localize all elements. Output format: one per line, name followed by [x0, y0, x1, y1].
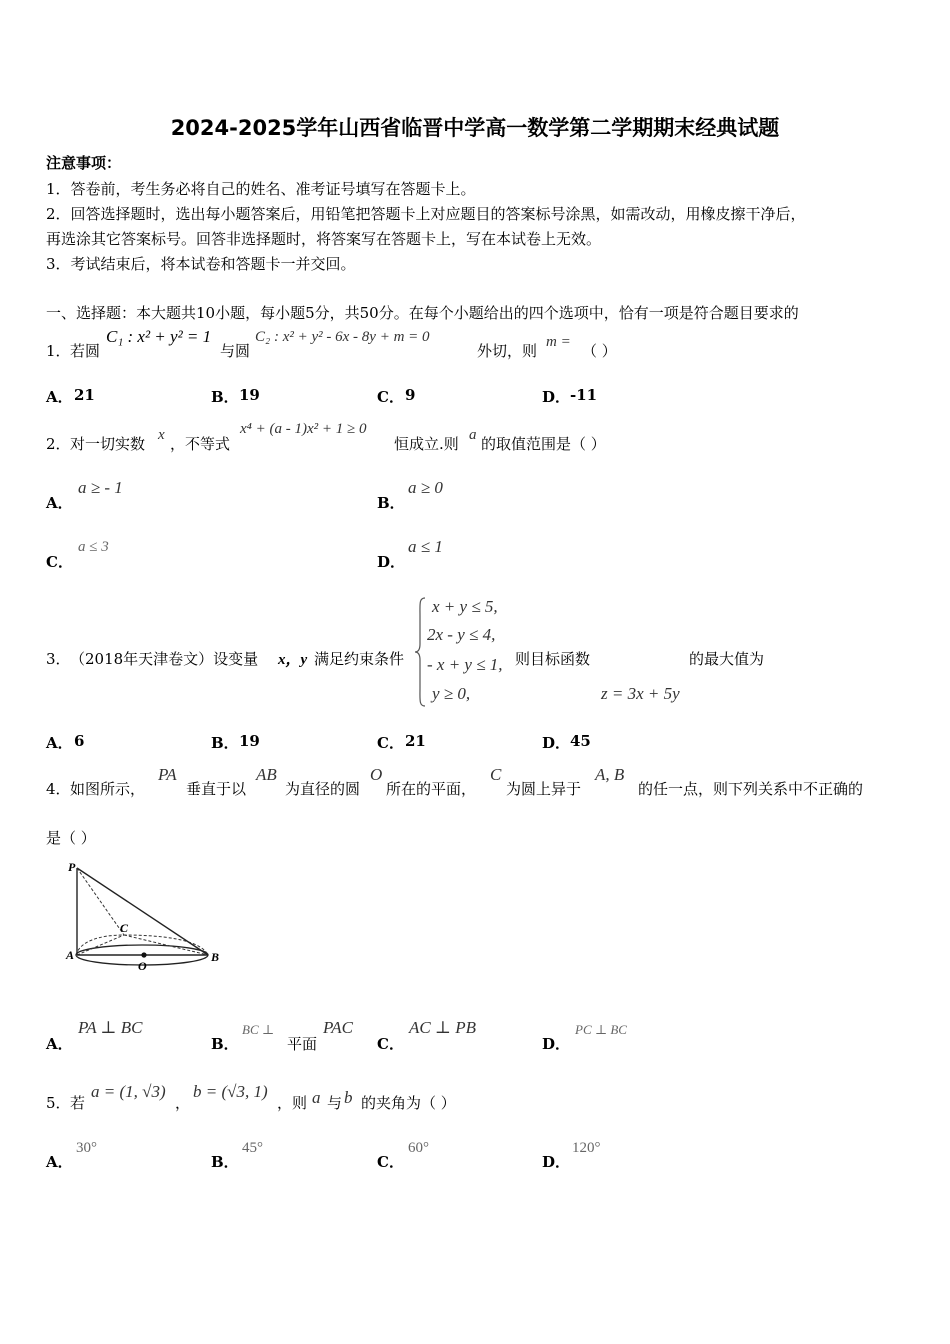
label-o: O: [138, 959, 147, 973]
q2-math-a: a: [469, 427, 477, 443]
q3-option-d[interactable]: 45: [570, 732, 591, 750]
q3-option-b[interactable]: 19: [239, 732, 260, 750]
q5-math-a-ref: a: [312, 1088, 321, 1107]
q2-option-a[interactable]: a ≥ - 1: [78, 478, 123, 497]
q4-option-b-plane: 平面: [287, 1035, 318, 1053]
q4-option-b[interactable]: BC ⊥: [242, 1022, 275, 1037]
q4-text-6: 的任一点，则下列关系中不正确的: [638, 780, 864, 798]
q2-option-b-label: B．: [377, 494, 405, 512]
note-item: 1．答卷前，考生务必将自己的姓名、准考证号填写在答题卡上。: [46, 180, 476, 198]
q1-text-2: 与圆: [220, 342, 251, 360]
q2-option-c-label: C．: [46, 553, 73, 571]
q4-option-a[interactable]: PA ⊥ BC: [78, 1018, 143, 1037]
q3-option-c-label: C．: [377, 734, 404, 752]
q1-math-circle-1: C₁ : x² + y² = 1: [106, 327, 212, 346]
q4-math-c: C: [490, 765, 502, 784]
q4-math-a-b: A, B: [595, 765, 625, 784]
section-heading: 一、选择题：本大题共10小题，每小题5分，共50分。在每个小题给出的四个选项中，恰有一项是符合题目要求的: [46, 304, 799, 322]
q5-option-a[interactable]: 30°: [76, 1140, 97, 1156]
note-item: 2．回答选择题时，选出每小题答案后，用铅笔把答题卡上对应题目的答案标号涂黑，如需改动，用橡皮擦干净后，: [46, 205, 806, 223]
q5-option-b-label: B．: [211, 1153, 239, 1171]
q1-option-b-label: B．: [211, 388, 239, 406]
q4-option-c[interactable]: AC ⊥ PB: [409, 1018, 476, 1037]
q2-text-3: 恒成立.则: [394, 435, 459, 453]
q2-math-x: x: [158, 427, 165, 443]
note-item: 3．考试结束后，将本试卷和答题卡一并交回。: [46, 255, 356, 273]
q4-math-o: O: [370, 765, 383, 784]
q5-option-b[interactable]: 45°: [242, 1140, 263, 1156]
q1-option-d-label: D．: [542, 388, 571, 406]
q2-option-a-label: A．: [46, 494, 73, 512]
q3-option-a[interactable]: 6: [74, 732, 85, 750]
q3-text-3: 则目标函数: [515, 650, 591, 668]
q5-text-3: ，则: [277, 1094, 308, 1112]
segment-pb: [77, 868, 208, 955]
q1-math-circle-2: C₂ : x² + y² - 6x - 8y + m = 0: [255, 329, 430, 345]
q5-number: 5．: [46, 1094, 71, 1112]
q4-option-d[interactable]: PC ⊥ BC: [575, 1022, 627, 1037]
q2-text-4: 的取值范围是（ ）: [481, 435, 606, 453]
q3-number: 3．: [46, 650, 71, 668]
label-c: C: [120, 921, 129, 935]
q3-text-1: （2018年天津卷文）设变量: [70, 650, 259, 668]
q2-math-inequality: x⁴ + (a - 1)x² + 1 ≥ 0: [240, 421, 367, 437]
q5-math-b: b = (√3, 1): [193, 1082, 268, 1101]
q2-number: 2．: [46, 435, 71, 453]
constraint-3: - x + y ≤ 1,: [427, 655, 503, 674]
q4-text-7: 是（ ）: [46, 829, 96, 847]
q1-option-b[interactable]: 19: [239, 386, 260, 404]
q3-option-b-label: B．: [211, 734, 239, 752]
q4-math-ab: AB: [256, 765, 277, 784]
q2-option-c[interactable]: a ≤ 3: [78, 539, 109, 555]
q5-text-2: ，: [175, 1094, 191, 1112]
q1-option-c[interactable]: 9: [405, 386, 416, 404]
segment-ac: [77, 935, 124, 955]
q3-text-4: 的最大值为: [689, 650, 765, 668]
q1-option-c-label: C．: [377, 388, 404, 406]
q2-text-2: ，不等式: [170, 435, 231, 453]
q2-text-1: 对一切实数: [70, 435, 146, 453]
label-b: B: [211, 950, 220, 964]
q5-option-d-label: D．: [542, 1153, 571, 1171]
constraint-2: 2x - y ≤ 4,: [427, 625, 496, 644]
q4-option-d-label: D．: [542, 1035, 571, 1053]
q2-option-d[interactable]: a ≤ 1: [408, 537, 443, 556]
q4-text-3: 为直径的圆: [285, 780, 361, 798]
q1-text-1: 若圆: [70, 342, 101, 360]
q2-option-d-label: D．: [377, 553, 406, 571]
constraint-brace: [414, 596, 428, 708]
q5-text-1: 若: [70, 1094, 86, 1112]
geometry-figure: [60, 855, 230, 975]
q4-option-a-label: A．: [46, 1035, 73, 1053]
q1-number: 1．: [46, 342, 71, 360]
q5-text-5: 的夹角为（ ）: [361, 1094, 456, 1112]
note-item: 再选涂其它答案标号。回答非选择题时，将答案写在答题卡上，写在本试卷上无效。: [46, 230, 602, 248]
label-p: P: [68, 860, 76, 874]
q4-text-5: 为圆上异于: [506, 780, 582, 798]
segment-pc: [77, 868, 124, 935]
label-a: A: [66, 948, 75, 962]
q5-option-c[interactable]: 60°: [408, 1140, 429, 1156]
constraint-4: y ≥ 0,: [432, 684, 471, 703]
q1-math-m: m =: [546, 334, 571, 350]
constraint-1: x + y ≤ 5,: [432, 597, 498, 616]
notes-heading: 注意事项：: [46, 154, 122, 172]
q5-math-a: a = (1, √3): [91, 1082, 166, 1101]
q3-text-2: 满足约束条件: [314, 650, 405, 668]
q3-option-c[interactable]: 21: [405, 732, 426, 750]
center-point: [141, 952, 146, 957]
q5-option-a-label: A．: [46, 1153, 73, 1171]
q3-vars: x，y: [278, 652, 308, 668]
q1-option-a-label: A．: [46, 388, 73, 406]
q4-number: 4．: [46, 780, 71, 798]
q3-option-d-label: D．: [542, 734, 571, 752]
q3-option-a-label: A．: [46, 734, 73, 752]
q5-option-d[interactable]: 120°: [572, 1140, 601, 1156]
q2-option-b[interactable]: a ≥ 0: [408, 478, 443, 497]
q1-option-d[interactable]: -11: [570, 386, 598, 404]
q4-option-c-label: C．: [377, 1035, 404, 1053]
q1-text-4: （ ）: [582, 342, 617, 360]
q4-text-4: 所在的平面，: [386, 780, 477, 798]
q5-option-c-label: C．: [377, 1153, 404, 1171]
page-title: 2024-2025学年山西省临晋中学高一数学第二学期期末经典试题: [170, 116, 780, 140]
q5-math-b-ref: b: [344, 1088, 353, 1107]
q4-option-b-label: B．: [211, 1035, 239, 1053]
q4-option-b-pac: PAC: [323, 1018, 353, 1037]
q4-text-1: 如图所示，: [70, 780, 146, 798]
q4-text-2: 垂直于以: [186, 780, 247, 798]
q1-text-3: 外切，则: [477, 342, 538, 360]
q3-objective: z = 3x + 5y: [601, 684, 680, 703]
q1-option-a[interactable]: 21: [74, 386, 95, 404]
q4-math-pa: PA: [158, 765, 177, 784]
q5-text-4: 与: [327, 1094, 343, 1112]
